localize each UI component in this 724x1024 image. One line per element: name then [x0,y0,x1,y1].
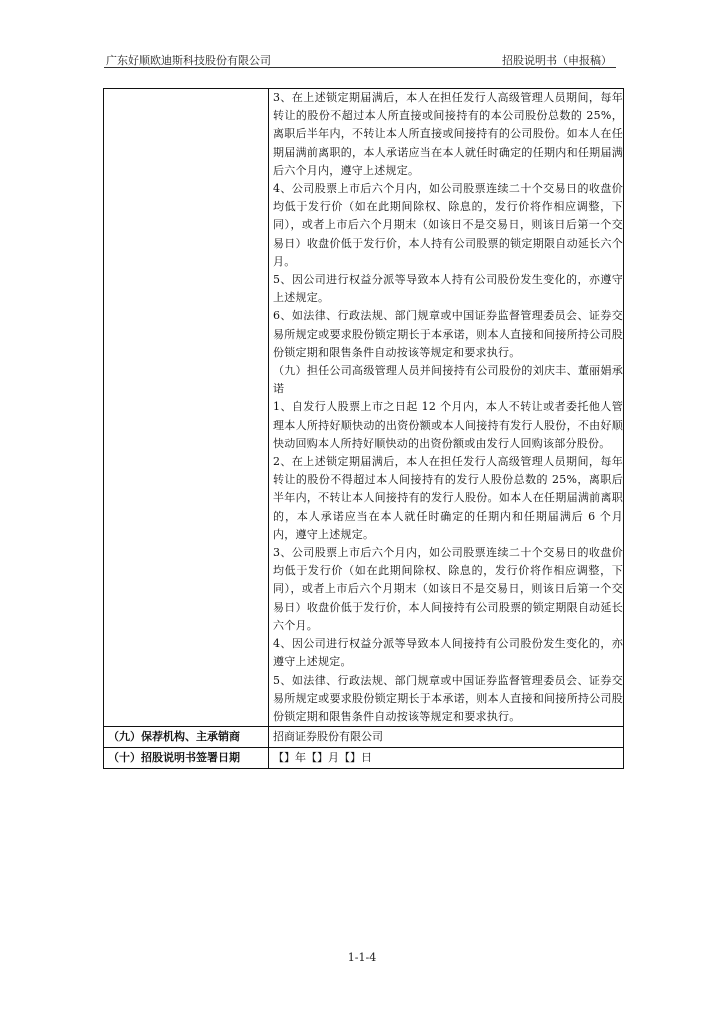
commitment-paragraph: 3、在上述锁定期届满后，本人在担任发行人高级管理人员期间，每年转让的股份不超过本人所直接或间接持有的本公司股份总数的 25%，离职后半年内，不转让本人所直接或间接持有的公司股份。如本人在任期届满前离职的，本人承诺应当在本人就任时确定的任期内和任期届满后六个月内，遵守上述规定。 [273,91,623,177]
signing-date-value: 【】年【】月【】日 [269,748,624,769]
sponsor-row [104,727,624,748]
signing-date-row [104,748,624,769]
commitment-paragraph: 6、如法律、行政法规、部门规章或中国证券监督管理委员会、证券交易所规定或要求股份锁定期长于本承诺，则本人直接和间接所持公司股份锁定期和限售条件自动按该等规定和要求执行。 [273,309,623,359]
commitment-paragraph: 4、公司股票上市后六个月内，如公司股票连续二十个交易日的收盘价均低于发行价（如在此期间除权、除息的，发行价将作相应调整，下同），或者上市后六个月期末（如该日不是交易日，则该日后第一个交易日）收盘价低于发行价，本人持有公司股票的锁定期限自动延长六个月。 [273,182,623,268]
header-divider [104,67,616,68]
header-company-name: 广东好顺欧迪斯科技股份有限公司 [106,54,271,67]
commitment-paragraph: 3、公司股票上市后六个月内，如公司股票连续二十个交易日的收盘价均低于发行价（如在此期间除权、除息的，发行价将作相应调整，下同），或者上市后六个月期末（如该日不是交易日，则该日后第一个交易日）收盘价低于发行价，本人间接持有公司股票的锁定期限自动延长六个月。 [273,546,623,632]
commitment-text-block [273,89,623,726]
commitment-paragraph: 4、因公司进行权益分派等导致本人间接持有公司股份发生变化的，亦遵守上述规定。 [273,637,623,669]
commitment-subheading: （九）担任公司高级管理人员并间接持有公司股份的刘庆丰、董丽娟承诺 [273,364,623,396]
page-header [104,50,616,68]
sponsor-value: 招商证券股份有限公司 [269,727,624,748]
prospectus-summary-table [103,88,624,769]
commitment-paragraph: 1、自发行人股票上市之日起 12 个月内，本人不转让或者委托他人管理本人所持好顺快动的出资份额或本人间接持有发行人股份，不由好顺快动回购本人所持好顺快动的出资份额或由发行人回购该部分股份。 [273,400,623,450]
signing-date-label: （十）招股说明书签署日期 [104,748,269,769]
commitment-row [104,89,624,727]
header-document-title: 招股说明书（申报稿） [502,54,612,67]
commitment-paragraph: 2、在上述锁定期届满后，本人在担任发行人高级管理人员期间，每年转让的股份不得超过本人间接持有的发行人股份总数的 25%，离职后半年内，不转让本人间接持有的发行人股份。如本人在任期届满前离职的，本人承诺应当在本人就任时确定的任期内和任期届满后 6 个月内，遵守上述规定。 [273,455,623,541]
sponsor-label: （九）保荐机构、主承销商 [104,727,269,748]
page-number: 1-1-4 [347,951,377,964]
commitment-paragraph: 5、因公司进行权益分派等导致本人持有公司股份发生变化的，亦遵守上述规定。 [273,273,623,305]
commitment-paragraph: 5、如法律、行政法规、部门规章或中国证券监督管理委员会、证券交易所规定或要求股份锁定期长于本承诺，则本人直接和间接所持公司股份锁定期和限售条件自动按该等规定和要求执行。 [273,673,623,723]
commitment-content-cell [269,89,624,727]
empty-label-cell [104,89,269,727]
